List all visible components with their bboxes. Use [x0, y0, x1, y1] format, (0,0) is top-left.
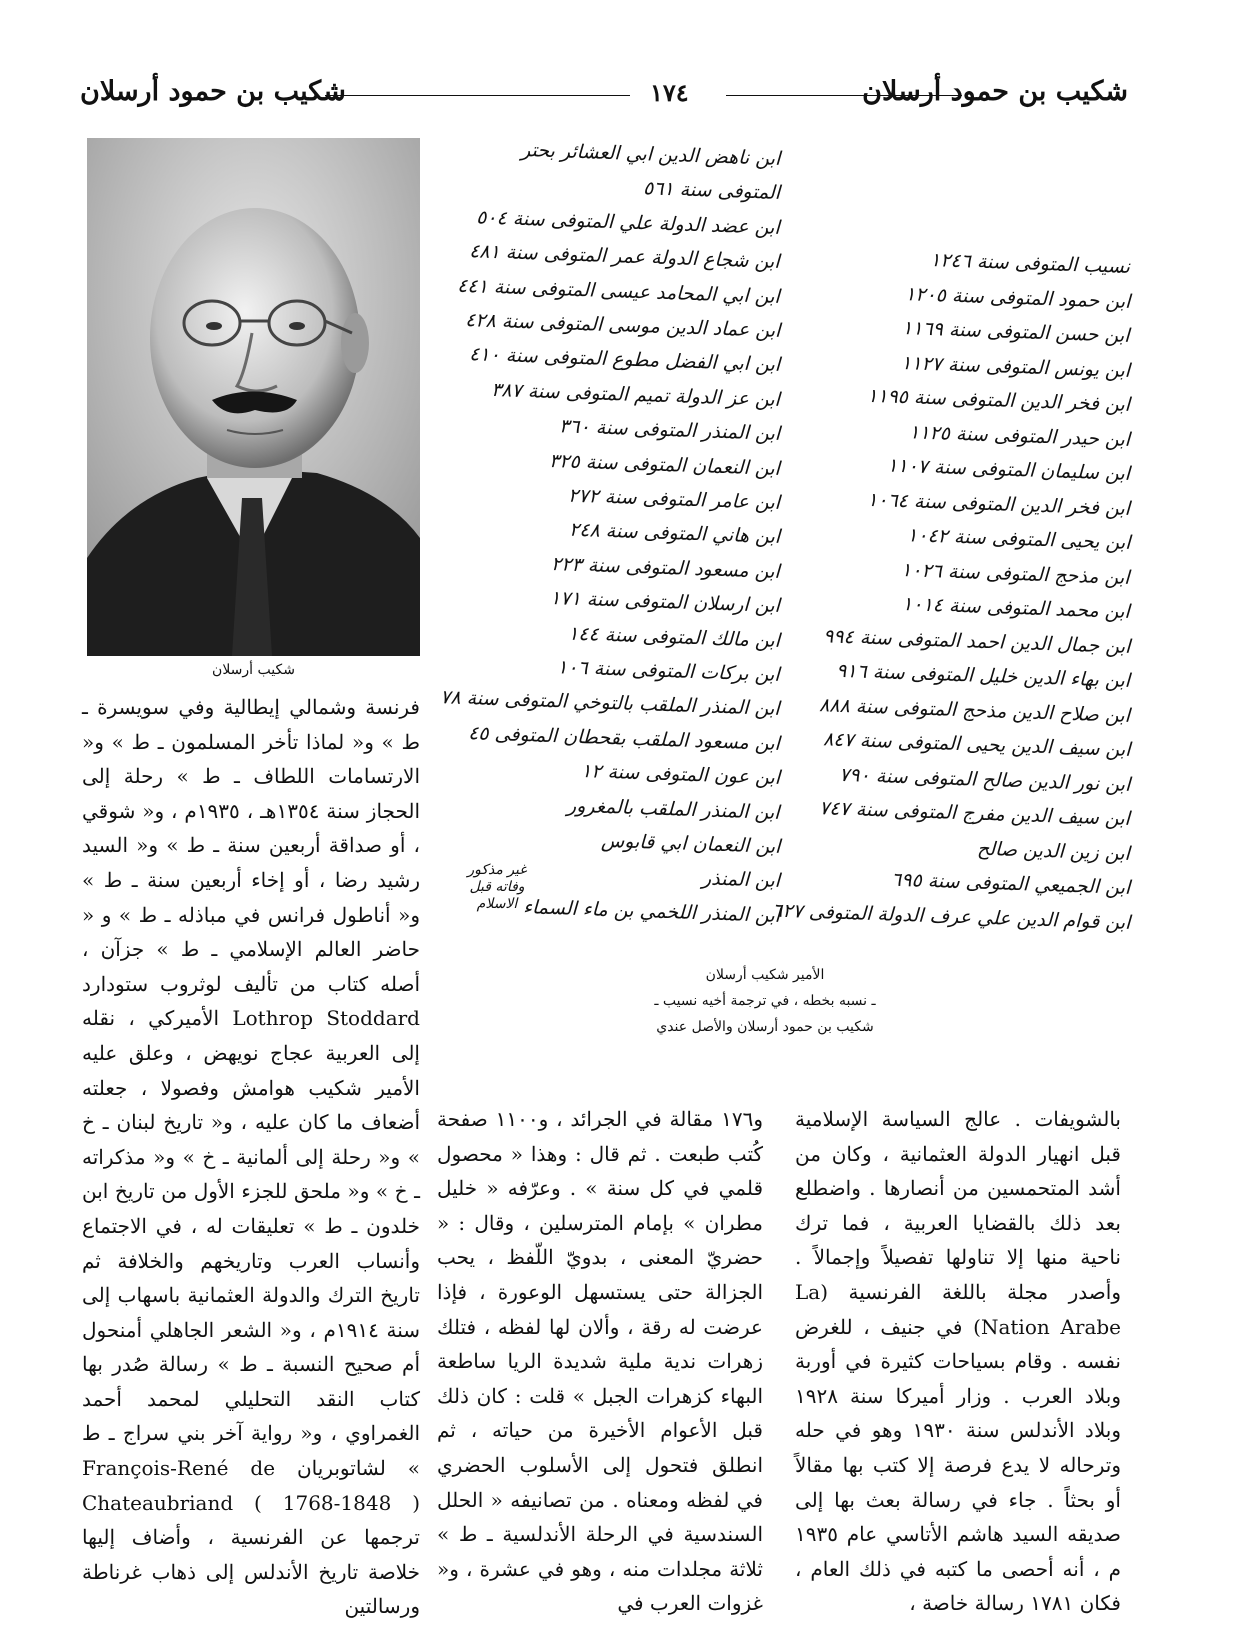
genealogy-entry: ابن حيدر المتوفى سنة ١١٢٥: [908, 420, 1131, 451]
genealogy-entry: ابن ابي الفضل مطوع المتوفى سنة ٤١٠: [468, 343, 781, 377]
genealogy-entry: ابن قوام الدين علي عرف الدولة المتوفى ٦٢٧: [771, 899, 1131, 934]
portrait-caption: شكيب أرسلان: [212, 662, 295, 678]
genealogy-entry: ابن المنذر: [701, 867, 781, 893]
figure-caption-subtitle: ـ نسبه بخطه ، في ترجمة أخيه نسيب ـ: [654, 993, 876, 1009]
genealogy-entry: ابن سليمان المتوفى سنة ١١٠٧: [886, 454, 1131, 485]
genealogy-entry: ابن المنذر الملقب بالمغرور: [567, 794, 781, 824]
figure-caption-title: الأمير شكيب أرسلان: [705, 967, 825, 983]
genealogy-entry: ابن سيف الدين يحيى المتوفى سنة ٨٤٧: [822, 728, 1131, 761]
genealogy-entry: ابن المنذر المتوفى سنة ٣٦٠: [558, 415, 781, 446]
portrait-illustration: [87, 138, 420, 656]
genealogy-entry: ابن ابي المحامد عيسى المتوفى سنة ٤٤١: [457, 274, 781, 308]
figure-caption-note: شكيب بن حمود أرسلان والأصل عندي: [656, 1019, 874, 1035]
genealogy-entry: ابن بركات المتوفى سنة ١٠٦: [557, 656, 781, 686]
genealogy-entry: ابن المنذر اللخمي بن ماء السماء: [522, 895, 781, 927]
genealogy-entry: ابن هاني المتوفى سنة ٢٤٨: [568, 519, 781, 549]
header-rule-left: [325, 95, 630, 96]
genealogy-entry: ابن حسن المتوفى سنة ١١٦٩: [902, 317, 1131, 347]
page-header: [80, 76, 1128, 116]
genealogy-entry: ابن محمد المتوفى سنة ١٠١٤: [901, 593, 1131, 623]
genealogy-entry: ابن حمود المتوفى سنة ١٢٠٥: [904, 282, 1131, 313]
page-number: ١٧٤: [650, 78, 689, 107]
genealogy-entry: ابن مسعود المتوفى سنة ٢٢٣: [551, 552, 781, 583]
genealogy-entry: ابن يحيى المتوفى سنة ١٠٤٢: [906, 524, 1131, 554]
genealogy-entry: ابن مذحج المتوفى سنة ١٠٢٦: [901, 558, 1131, 589]
genealogy-entry: ابن عز الدولة تميم المتوفى سنة ٣٨٧: [490, 378, 781, 411]
running-title-left: شكيب بن حمود أرسلان: [80, 76, 346, 107]
text-column-left: [82, 690, 420, 1624]
genealogy-entry: ابن صلاح الدين مذحج المتوفى سنة ٨٨٨: [818, 693, 1131, 727]
genealogy-entry: ابن جمال الدين احمد المتوفى سنة ٩٩٤: [822, 624, 1131, 658]
genealogy-manuscript: [440, 138, 1131, 960]
portrait-photo: [87, 138, 420, 656]
genealogy-entry: ابن ناهض الدين ابي العشائر بحتر: [520, 138, 781, 170]
genealogy-entry: ابن يونس المتوفى سنة ١١٢٧: [900, 351, 1131, 382]
genealogy-entry: ابن النعمان ابي قابوس: [600, 829, 781, 858]
genealogy-entry: ابن عماد الدين موسى المتوفى سنة ٤٢٨: [464, 309, 781, 342]
genealogy-entry: ابن فخر الدين المتوفى سنة ١٠٦٤: [866, 488, 1131, 520]
genealogy-entry: ابن نور الدين صالح المتوفى سنة ٧٩٠: [838, 763, 1131, 796]
genealogy-entry: ابن عون المتوفى سنة ١٢: [580, 760, 781, 790]
genealogy-entry: ابن المنذر الملقب بالتوخي المتوفى سنة ٧٨: [440, 686, 781, 721]
genealogy-entry: ابن زين الدين صالح: [976, 837, 1131, 865]
genealogy-margin-note: غير مذكور وفاته قبل الاسلام: [467, 862, 527, 912]
header-rule-right: [726, 95, 962, 96]
genealogy-entry: ابن سيف الدين مفرج المتوفى سنة ٧٤٧: [818, 797, 1131, 830]
column-paragraph: فرنسة وشمالي إيطالية وفي سويسرة ـ ط » و« لماذا تأخر المسلمون ـ ط » و« الارتسامات اللطاف ـ ط » رحلة إلى الحجاز سنة ١٣٥٤هـ ، ١٩٣٥م ، و« شوقي ، أو صداقة أربعين سنة ـ ط » و« السيد رشيد رضا ، أو إخاء أربعين سنة ـ ط » و« أناطول فرانس في مباذله ـ ط » و « حاضر العالم الإسلامي ـ ط » جزآن ، أصله كتاب من تأليف لوثروب ستودارد Lothrop Stoddard الأميركي ، نقله إلى العربية عجاج نويهض ، وعلق عليه الأمير شكيب هوامش وفصولا ، جعلته أضعاف ما كان عليه ، و« تاريخ لبنان ـ خ » و« رحلة إلى ألمانية ـ خ » و« مذكراته ـ خ » و« ملحق للجزء الأول من تاريخ ابن خلدون ـ ط » تعليقات له ، في الاجتماع وأنساب العرب وتاريخهم والخلافة ثم تاريخ الترك والدولة العثمانية باسهاب إلى سنة ١٩١٤م ، و« الشعر الجاهلي أمنحول أم صحيح النسبة ـ ط » رسالة صُدر بها كتاب النقد التحليلي لمحمد أحمد الغمراوي ، و« رواية آخر بني سراج ـ ط » لشاتوبريان François-René de Chateaubriand ( 1768-1848 ) ترجمها عن الفرنسية ، وأضاف إليها خلاصة تاريخ الأندلس إلى ذهاب غرناطة ورسالتين: [82, 695, 421, 1619]
genealogy-entry: ابن عضد الدولة علي المتوفى سنة ٥٠٤: [476, 206, 781, 239]
genealogy-entry: ابن عامر المتوفى سنة ٢٧٢: [567, 484, 781, 514]
column-paragraph: بالشويفات . عالج السياسة الإسلامية قبل انهيار الدولة العثمانية ، وكان من أشد المتحمسين من أنصارها . واضطلع بعد ذلك بالقضايا العربية ، فما ترك ناحية منها إلا تناولها تفصيلاً وإجمالاً . وأصدر مجلة باللغة الفرنسية (La Nation Arabe) في جنيف ، للغرض نفسه . وقام بسياحات كثيرة في أوربة وبلاد العرب . وزار أميركا سنة ١٩٢٨ وبلاد الأندلس سنة ١٩٣٠ وهو في حله وترحاله لا يدع فرصة إلا كتب بها مقالاً أو بحثاً . جاء في رسالة بعث بها إلى صديقه السيد هاشم الأتاسي عام ١٩٣٥ م ، أنه أحصى ما كتبه في ذلك العام ، فكان ١٧٨١ رسالة خاصة ،: [795, 1107, 1122, 1616]
column-paragraph: و١٧٦ مقالة في الجرائد ، و١١٠٠ صفحة كُتب طبعت . ثم قال : وهذا « محصول قلمي في كل سنة » . وعرّفه « خليل مطران » بإمام المترسلين ، وقال : « حضريّ المعنى ، بدويّ اللّفظ ، يحب الجزالة حتى يستسهل الوعورة ، فإذا عرضت له رقة ، وألان لها لفظه ، فتلك زهرات ندية ملية شديدة الريا ساطعة البهاء كزهرات الجبل » قلت : كان ذلك قبل الأعوام الأخيرة من حياته ، ثم انطلق فتحول إلى الأسلوب الحضري في لفظه ومعناه . من تصانيفه « الحلل السندسية في الرحلة الأندلسية ـ ط » ثلاثة مجلدات منه ، وهو في عشرة ، و« غزوات العرب في: [437, 1107, 764, 1616]
text-column-right: [795, 1102, 1121, 1621]
genealogy-entry: ابن الجميعي المتوفى سنة ٦٩٥: [890, 868, 1131, 899]
genealogy-entry: ابن مسعود الملقب بقحطان المتوفى ٤٥: [467, 721, 781, 755]
genealogy-entry: نسيب المتوفى سنة ١٢٤٦: [929, 249, 1131, 278]
genealogy-entry: ابن شجاع الدولة عمر المتوفى سنة ٤٨١: [469, 240, 781, 274]
text-column-middle: [437, 1102, 763, 1621]
running-title-right: شكيب بن حمود أرسلان: [862, 76, 1128, 107]
genealogy-entry: ابن فخر الدين المتوفى سنة ١١٩٥: [866, 384, 1131, 416]
genealogy-entry: ابن بهاء الدين خليل المتوفى سنة ٩١٦: [835, 659, 1131, 692]
genealogy-entry: ابن ارسلان المتوفى سنة ١٧١: [549, 587, 781, 618]
genealogy-entry: المتوفى سنة ٥٦١: [642, 177, 781, 205]
genealogy-entry: ابن النعمان المتوفى سنة ٣٢٥: [548, 449, 781, 480]
genealogy-entry: ابن مالك المتوفى سنة ١٤٤: [567, 622, 781, 652]
